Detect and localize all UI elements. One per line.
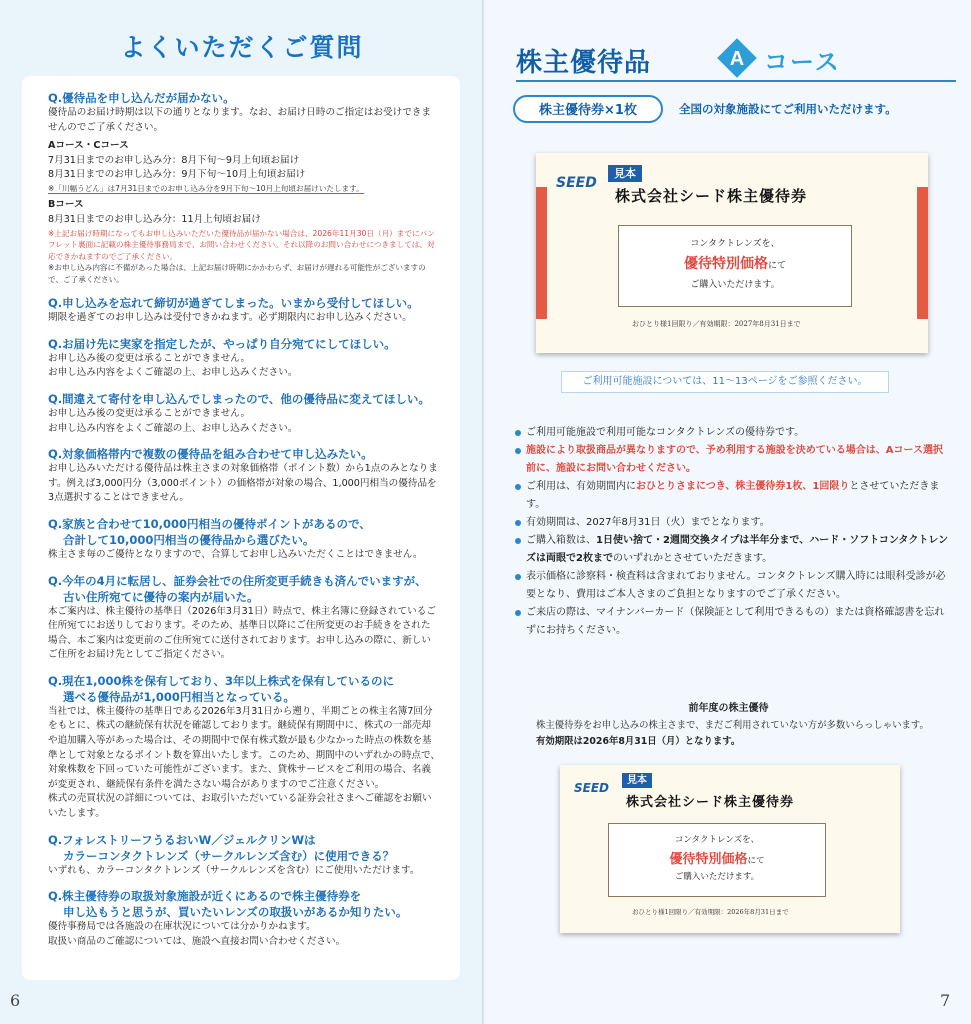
delay-note: ※お申し込み内容に不備があった場合は、上記お届け時期にかかわらず、お届けが遅れる可能性がございますので、ご了承ください。 [48,263,426,284]
benefit-title-row [516,38,956,82]
course-ac-note: ※「川幅うどん」は7月31日までのお申し込み分を9月下旬〜10月上旬頃お届けいたします。 [48,183,364,193]
faq-question-8: Q.現在1,000株を保有しており、3年以上株式を保有しているのに 選べる優待品が1,000円相当となっている。 [48,673,395,704]
seed-logo-2: SEED [574,781,609,795]
voucher-price-suffix: にて [767,261,786,271]
faq-question-5: Q.対象価格帯内で複数の優待品を組み合わせて申し込みたい。 [48,447,373,462]
faq-question-6: Q.家族と合わせて10,000円相当の優待ポイントがあるので、 合計して10,000円相当の優待品から選びたい。 [48,516,371,547]
previous-year-line-1: 株主優待券をお申し込みの株主さまで、まだご利用されていない方が多数いらっしゃいます。 [536,720,929,731]
faq-answer-8b: 株式の売買状況の詳細については、お取引いただいている証券会社さまへご確認をお願いいたします。 [48,793,432,820]
faq-question-3: Q.お届け先に実家を指定したが、やっぱり自分宛てにしてほしい。 [48,336,396,351]
bullet-6: 表示価格に診察料・検査料は含まれておりません。コンタクトレンズ購入時には眼科受診が必要となり、費用はご本人さまのご負担となりますのでご了承ください。 [514,568,952,604]
voucher-card-current [536,153,928,353]
voucher2-line-3: ご購入いただけます。 [674,872,760,882]
voucher-title-2: 株式会社シード株主優待券 [626,795,795,810]
faq-answer-3a: お申し込み後の変更は承ることができません。 [48,352,251,364]
faq-question-9: Q.フォレストリーフうるおいW／ジェルクリンWは カラーコンタクトレンズ（サークルレンズ含む）に使用できる？ [48,832,395,863]
faq-answer-5: お申し込みいただける優待品は株主さまの対象価格帯（ポイント数）から1点のみとなります。例えば3,000円分（3,000ポイント）の価格帯が対象の場合、1,000円相当の優待品を3点選択することはできません。 [48,463,438,504]
voucher-line-1: コンタクトレンズを、 [690,239,780,249]
voucher-inner-frame [618,225,852,307]
faq-answer-9: いずれも、カラーコンタクトレンズ（サークルレンズを含む）にご使用いただけます。 [48,864,420,876]
voucher-right-bar [917,187,928,319]
faq-answer-8: 当社では、株主優待の基準日である2026年3月31日から遡り、半期ごとの株主名簿7回分をもとに、株式の継続保有状況を確認しております。継続保有期間中に、株式の一部売却や追加購入等があった場合は、その期間中で保有株式数が最も少なかった時点の株数を基準として対象となるポイント数を算出いたします。このため、期間中のいずれかの時点で、対象株数を下回っていた可能性がございます。また、貸株サービスをご利用の場合、名義が変更され、継続保有条件を満たさない場合がありますのでご注意ください。 [48,705,440,790]
voucher-card-previous [560,765,900,933]
faq-question-1: Q.優待品を申し込んだが届かない。 [48,91,235,105]
voucher-validity: おひとり様1回限り／有効期限：2027年8月31日まで [632,320,801,328]
faq-panel [22,76,460,980]
voucher-bullets [514,424,952,640]
left-page [0,0,484,1024]
course-ac-label: Aコース・Cコース [48,140,129,152]
previous-year-text [536,718,956,749]
voucher2-price-line [609,848,825,867]
voucher-title: 株式会社シード株主優待券 [615,187,808,205]
previous-year-heading: 前年度の株主優待 [688,703,769,714]
page-number-right: 7 [940,991,951,1010]
sample-badge-2: 見本 [622,773,652,788]
facility-reference-note: ご利用可能施設については、11〜13ページをご参照ください。 [561,371,889,393]
page-number-left: 6 [10,991,21,1010]
course-a-badge-icon [717,38,757,78]
faq-answer-4a: お申し込み後の変更は承ることができません。 [48,407,251,419]
faq-answer-10b: 取扱い商品のご確認については、施設へ直接お問い合わせください。 [48,935,346,947]
voucher-price: 優待特別価格 [683,256,768,272]
faq-answer-7: 本ご案内は、株主優待の基準日（2026年3月31日）時点で、株主名簿に登録されているご住所宛てにお送りしております。そのため、基準日以降にご住所変更のお手続きをされた場合、本ご案内は変更前のご住所宛てに送付されております。お申し込みの際に、新しいご住所をお届け先としてご指定ください。 [48,605,436,661]
faq-question-7: Q.今年の4月に転居し、証券会社での住所変更手続きも済んでいますが、 古い住所宛てに優待の案内が届いた。 [48,573,427,604]
faq-answer-1: 優待品のお届け時期は以下の通りとなります。なお、お届け日時のご指定はお受けできませんのでご了承ください。 [48,107,431,133]
course-letter: A [729,48,745,70]
faq-answer-3b: お申し込み内容をよくご確認の上、お申し込みください。 [48,367,298,379]
voucher2-validity: おひとり様1回限り／有効期限：2026年8月31日まで [632,908,789,916]
bullet-1: ご利用可能施設で利用可能なコンタクトレンズの優待券です。 [514,424,952,442]
course-b-label: Bコース [48,199,84,211]
course-ac-line-2: 8月31日までのお申し込み分：9月下旬〜10月上旬頃お届け [48,169,306,181]
course-ac-line-1: 7月31日までのお申し込み分：8月下旬〜9月上旬頃お届け [48,154,300,166]
voucher2-price: 優待特別価格 [669,852,748,867]
voucher2-line-1: コンタクトレンズを、 [674,835,760,845]
bullet-3: ご利用は、有効期間内におひとりさまにつき、株主優待券1枚、1回限りとさせていただきます。 [514,478,952,514]
bullet-2: 施設により取扱商品が異なりますので、予め利用する施設を決めている場合は、Aコース選択前に、施設にお問い合わせください。 [514,442,952,478]
faq-title: よくいただくご質問 [120,33,364,62]
seed-logo: SEED [556,175,597,191]
faq-answer-4b: お申し込み内容をよくご確認の上、お申し込みください。 [48,422,298,434]
course-b-line-1: 8月31日までのお申し込み分：11月上旬頃お届け [48,214,261,226]
bullet-7: ご来店の際は、マイナンバーカード（保険証として利用できるもの）または資格確認書を忘れずにお持ちください。 [514,604,952,640]
voucher-price-line [619,253,851,273]
voucher-inner-frame-2 [608,823,826,897]
voucher-usage-caption: 全国の対象施設にてご利用いただけます。 [679,102,897,116]
course-b-note: ※上記お届け時期になってもお申し込みいただいた優待品が届かない場合は、2026年11月30日（月）までにパンフレット裏面に記載の株主優待事務局まで、お問い合わせください。それ以降のお問い合わせにつきましては、対応できかねますのでご了承ください。 [48,228,435,261]
benefit-title: 株主優待品 [516,48,652,78]
faq-question-4: Q.間違えて寄付を申し込んでしまったので、他の優待品に変えてほしい。 [48,391,430,406]
previous-year-line-2: 有効期限は2026年8月31日（月）となります。 [536,735,741,747]
bullet-5: ご購入箱数は、1日使い捨て・2週間交換タイプは半年分まで、ハード・ソフトコンタクトレンズは両眼で2枚までのいずれかとさせていただきます。 [514,532,952,568]
faq-answer-2: 期限を過ぎてのお申し込みは受付できかねます。必ず期限内にお申し込みください。 [48,312,412,324]
course-label: コース [764,48,841,76]
bullet-4: 有効期間は、2027年8月31日（火）までとなります。 [514,514,952,532]
faq-answer-6: 株主さま毎のご優待となりますので、合算してお申し込みいただくことはできません。 [48,548,423,560]
title-underline [516,80,956,82]
voucher-left-bar [536,187,547,319]
voucher-count-pill: 株主優待券×1枚 [513,95,663,123]
faq-question-2: Q.申し込みを忘れて締切が過ぎてしまった。いまから受付してほしい。 [48,296,419,311]
sample-badge: 見本 [608,165,642,182]
voucher2-price-suffix: にて [747,856,765,866]
voucher-line-3: ご購入いただけます。 [690,280,780,290]
faq-answer-10a: 優待事務局では各施設の在庫状況については分かりかねます。 [48,921,316,933]
faq-question-10: Q.株主優待券の取扱対象施設が近くにあるので株主優待券を 申し込もうと思うが、買いたいレンズの取扱いがあるか知りたい。 [48,889,408,920]
